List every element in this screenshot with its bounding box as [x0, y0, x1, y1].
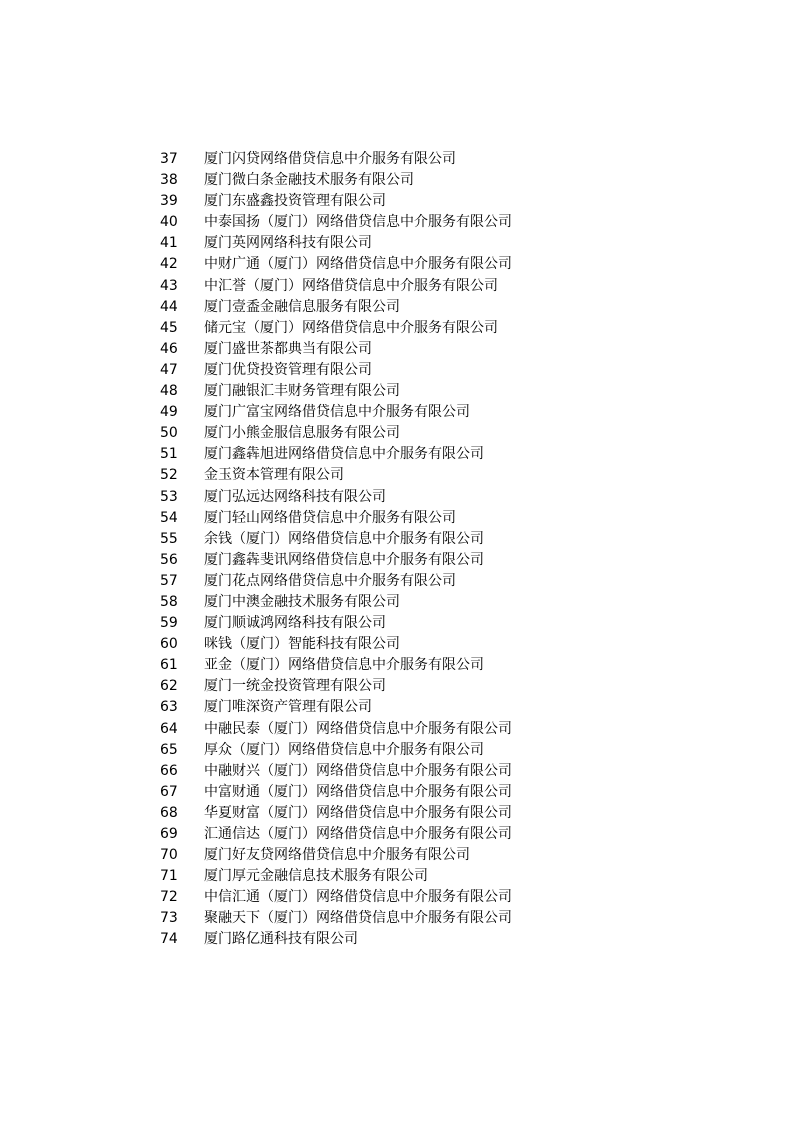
item-number: 42 — [160, 256, 178, 273]
list-item — [160, 761, 512, 782]
company-name: 厦门好友贷网络借贷信息中介服务有限公司 — [204, 847, 470, 864]
company-name: 中信汇通（厦门）网络借贷信息中介服务有限公司 — [204, 889, 512, 906]
company-name: 中富财通（厦门）网络借贷信息中介服务有限公司 — [204, 783, 512, 800]
company-name: 厦门东盛鑫投资管理有限公司 — [204, 193, 386, 210]
item-number: 64 — [160, 720, 178, 737]
company-name: 厦门闪贷网络借贷信息中介服务有限公司 — [204, 151, 456, 167]
list-item — [160, 866, 512, 887]
company-name: 厦门小熊金服信息服务有限公司 — [204, 425, 400, 442]
company-name: 厦门顺诚鸿网络科技有限公司 — [204, 615, 386, 632]
list-item — [160, 487, 512, 508]
company-name: 金玉资本管理有限公司 — [204, 467, 344, 484]
item-number: 37 — [160, 151, 178, 167]
list-item — [160, 149, 512, 170]
list-item — [160, 803, 512, 824]
list-item — [160, 191, 512, 212]
list-item — [160, 233, 512, 254]
item-number: 48 — [160, 383, 178, 400]
company-name: 华夏财富（厦门）网络借贷信息中介服务有限公司 — [204, 804, 512, 821]
list-item — [160, 845, 512, 866]
item-number: 72 — [160, 889, 178, 906]
list-item — [160, 655, 512, 676]
list-item — [160, 423, 512, 444]
item-number: 61 — [160, 657, 178, 674]
company-name: 厦门鑫犇斐讯网络借贷信息中介服务有限公司 — [204, 551, 484, 568]
list-item — [160, 444, 512, 465]
company-name: 厦门路亿通科技有限公司 — [204, 931, 358, 948]
list-item — [160, 212, 512, 233]
company-name: 亚金（厦门）网络借贷信息中介服务有限公司 — [204, 657, 484, 674]
item-number: 45 — [160, 319, 178, 336]
company-name: 余钱（厦门）网络借贷信息中介服务有限公司 — [204, 530, 484, 547]
company-name: 厦门盛世茶都典当有限公司 — [204, 340, 372, 357]
company-name: 厦门轻山网络借贷信息中介服务有限公司 — [204, 509, 456, 526]
item-number: 49 — [160, 404, 178, 421]
list-item — [160, 782, 512, 803]
company-name: 中汇誉（厦门）网络借贷信息中介服务有限公司 — [204, 277, 498, 294]
item-number: 65 — [160, 741, 178, 758]
item-number: 73 — [160, 910, 178, 927]
company-name: 汇通信达（厦门）网络借贷信息中介服务有限公司 — [204, 826, 512, 842]
list-item — [160, 929, 512, 950]
list-item — [160, 297, 512, 318]
company-name: 储元宝（厦门）网络借贷信息中介服务有限公司 — [204, 319, 498, 336]
list-item — [160, 676, 512, 697]
company-name: 厦门微白条金融技术服务有限公司 — [204, 172, 414, 189]
list-item — [160, 697, 512, 718]
list-item — [160, 254, 512, 275]
item-number: 68 — [160, 804, 178, 821]
list-item — [160, 908, 512, 929]
company-name: 中财广通（厦门）网络借贷信息中介服务有限公司 — [204, 256, 512, 273]
company-name: 厦门广富宝网络借贷信息中介服务有限公司 — [204, 404, 470, 421]
item-number: 41 — [160, 235, 178, 252]
item-number: 71 — [160, 868, 178, 885]
list-item — [160, 508, 512, 529]
company-name: 厦门中澳金融技术服务有限公司 — [204, 593, 400, 610]
list-item — [160, 634, 512, 655]
item-number: 38 — [160, 172, 178, 189]
company-name: 厦门壹盉金融信息服务有限公司 — [204, 298, 400, 315]
list-item — [160, 402, 512, 423]
item-number: 69 — [160, 826, 178, 842]
company-list — [160, 149, 512, 951]
list-item — [160, 381, 512, 402]
list-item — [160, 571, 512, 592]
list-item — [160, 276, 512, 297]
item-number: 55 — [160, 530, 178, 547]
company-name: 聚融天下（厦门）网络借贷信息中介服务有限公司 — [204, 910, 512, 927]
item-number: 63 — [160, 699, 178, 716]
item-number: 47 — [160, 361, 178, 378]
list-item — [160, 887, 512, 908]
item-number: 56 — [160, 551, 178, 568]
company-name: 中融民泰（厦门）网络借贷信息中介服务有限公司 — [204, 720, 512, 737]
company-name: 厦门鑫犇旭进网络借贷信息中介服务有限公司 — [204, 446, 484, 463]
list-item — [160, 360, 512, 381]
list-item — [160, 719, 512, 740]
list-item — [160, 613, 512, 634]
item-number: 40 — [160, 214, 178, 231]
company-name: 厦门英网网络科技有限公司 — [204, 235, 372, 252]
list-item — [160, 550, 512, 571]
company-name: 厦门厚元金融信息技术服务有限公司 — [204, 868, 428, 885]
list-item — [160, 740, 512, 761]
company-name: 厚众（厦门）网络借贷信息中介服务有限公司 — [204, 741, 484, 758]
list-item — [160, 339, 512, 360]
item-number: 39 — [160, 193, 178, 210]
item-number: 50 — [160, 425, 178, 442]
company-name: 厦门一统金投资管理有限公司 — [204, 678, 386, 695]
company-name: 中泰国扬（厦门）网络借贷信息中介服务有限公司 — [204, 214, 512, 231]
item-number: 52 — [160, 467, 178, 484]
item-number: 70 — [160, 847, 178, 864]
item-number: 53 — [160, 488, 178, 505]
item-number: 62 — [160, 678, 178, 695]
list-item — [160, 824, 512, 845]
list-item — [160, 592, 512, 613]
item-number: 58 — [160, 593, 178, 610]
company-name: 咪钱（厦门）智能科技有限公司 — [204, 636, 400, 653]
item-number: 66 — [160, 762, 178, 779]
item-number: 60 — [160, 636, 178, 653]
item-number: 46 — [160, 340, 178, 357]
item-number: 51 — [160, 446, 178, 463]
list-item — [160, 529, 512, 550]
list-item — [160, 465, 512, 486]
item-number: 44 — [160, 298, 178, 315]
company-name: 厦门融银汇丰财务管理有限公司 — [204, 383, 400, 400]
item-number: 74 — [160, 931, 178, 948]
item-number: 67 — [160, 783, 178, 800]
company-name: 厦门唯深资产管理有限公司 — [204, 699, 372, 716]
item-number: 59 — [160, 615, 178, 632]
item-number: 43 — [160, 277, 178, 294]
list-item — [160, 170, 512, 191]
company-name: 厦门优贷投资管理有限公司 — [204, 361, 372, 378]
item-number: 54 — [160, 509, 178, 526]
list-item — [160, 318, 512, 339]
company-name: 中融财兴（厦门）网络借贷信息中介服务有限公司 — [204, 762, 512, 779]
company-name: 厦门弘远达网络科技有限公司 — [204, 488, 386, 505]
company-name: 厦门花点网络借贷信息中介服务有限公司 — [204, 572, 456, 589]
item-number: 57 — [160, 572, 178, 589]
